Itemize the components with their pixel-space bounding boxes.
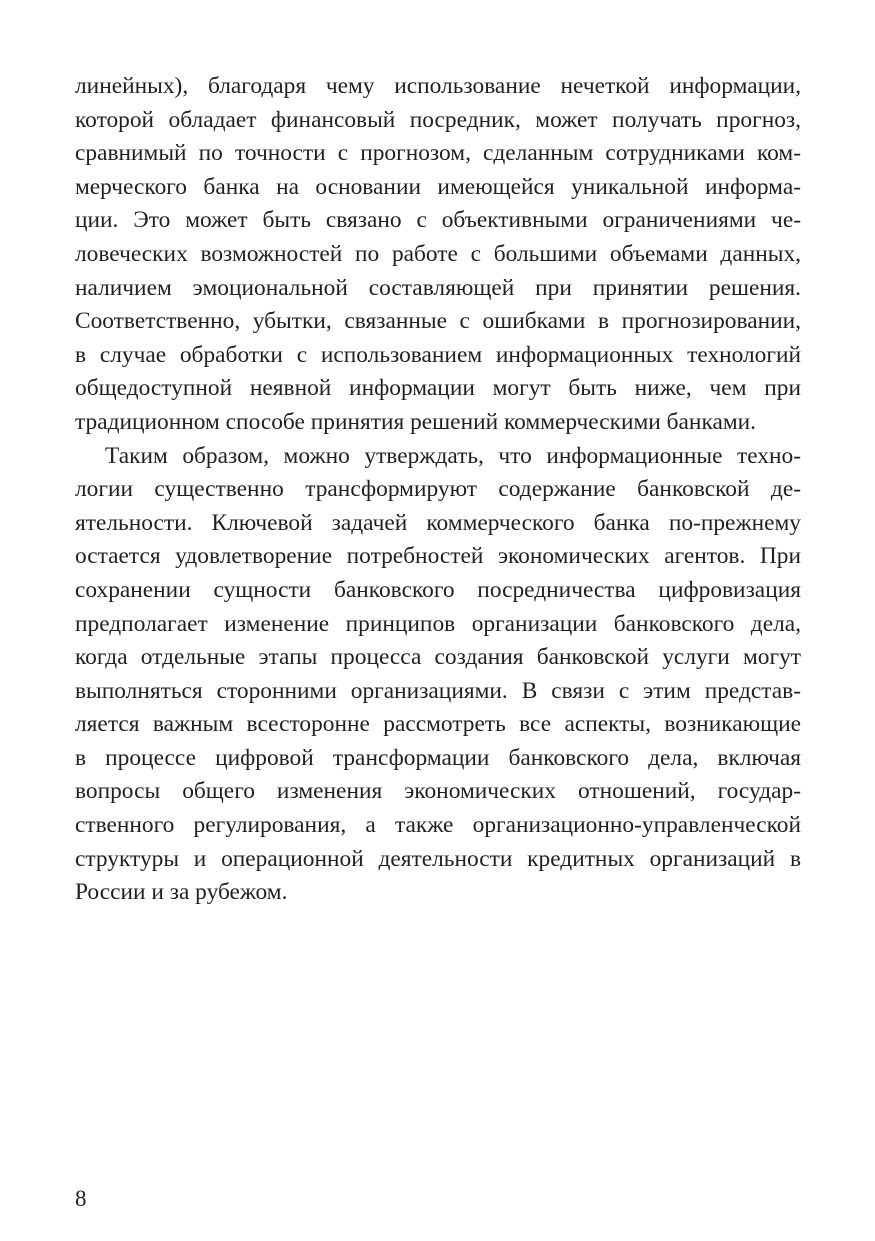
text-line: общедоступной неявной информации могут быть ниже, чем при — [75, 375, 801, 402]
text-line: предполагает изменение принципов организации банковского дела, — [75, 610, 801, 637]
page-number: 8 — [75, 1186, 87, 1211]
text-line: которой обладает финансовый посредник, может получать прогноз, — [75, 106, 801, 133]
text-line: в случае обработки с использованием информационных технологий — [75, 341, 801, 368]
paragraph-1 — [75, 70, 801, 440]
text-line: Таким образом, можно утверждать, что информационные техно- — [105, 442, 801, 469]
text-line: в процессе цифровой трансформации банковского дела, включая — [75, 744, 801, 771]
text-line: когда отдельные этапы процесса создания банковской услуги могут — [75, 644, 801, 671]
text-line: сохранении сущности банковского посредничества цифровизация — [75, 576, 801, 603]
text-line: наличием эмоциональной составляющей при принятии решения. — [75, 274, 801, 301]
text-line: Соответственно, убытки, связанные с ошибками в прогнозировании, — [75, 308, 801, 335]
text-line: логии существенно трансформируют содержание банковской де- — [75, 476, 801, 503]
text-line: ятельности. Ключевой задачей коммерческого банка по-прежнему — [75, 509, 801, 536]
text-line: мерческого банка на основании имеющейся уникальной информа- — [75, 173, 801, 200]
text-line: традиционном способе принятия решений коммерческими банками. — [75, 408, 757, 435]
text-line: ловеческих возможностей по работе с большими объемами данных, — [75, 240, 801, 267]
text-line: России и за рубежом. — [75, 879, 288, 906]
text-line: ственного регулирования, а также организационно-управленческой — [75, 812, 801, 839]
text-line: линейных), благодаря чему использование нечеткой информации, — [75, 73, 801, 99]
text-line: вопросы общего изменения экономических отношений, государ- — [75, 778, 801, 805]
paragraph-2 — [75, 440, 801, 910]
text-line: выполняться сторонними организациями. В связи с этим представ- — [75, 677, 801, 704]
text-line: остается удовлетворение потребностей экономических агентов. При — [75, 543, 801, 570]
text-line: сравнимый по точности с прогнозом, сделанным сотрудниками ком- — [75, 140, 801, 167]
text-line: ции. Это может быть связано с объективными ограничениями че- — [75, 207, 801, 234]
body-text — [75, 70, 801, 910]
text-line: ляется важным всесторонне рассмотреть все аспекты, возникающие — [75, 711, 801, 738]
text-line: структуры и операционной деятельности кредитных организаций в — [75, 845, 801, 872]
